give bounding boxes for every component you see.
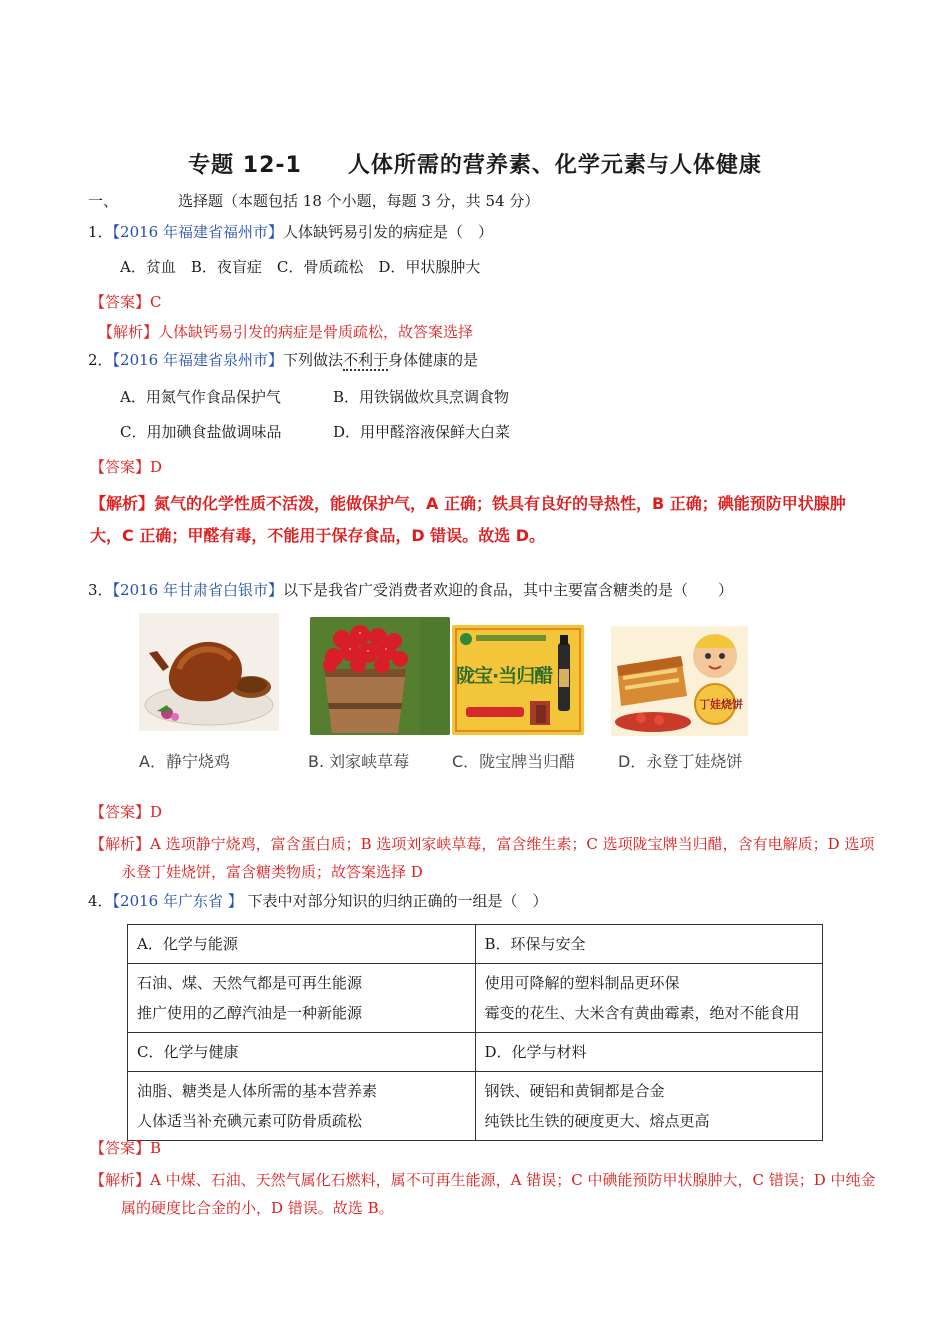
question-stem-before: 下列做法 <box>283 351 344 369</box>
image-caption-a: A．静宁烧鸡 <box>139 752 230 771</box>
table-row <box>128 1072 823 1141</box>
option-a: A．用氮气作食品保护气 <box>120 388 281 406</box>
baked-bread-image <box>611 626 748 736</box>
table-line: 石油、煤、天然气都是可再生能源 <box>137 974 363 992</box>
image-caption-b: B. 刘家峡草莓 <box>308 752 410 771</box>
question-stem: 下表中对部分知识的归纳正确的一组是（ ） <box>247 892 548 910</box>
table-cell-b-head: B．环保与安全 <box>475 925 823 964</box>
knowledge-table <box>127 924 823 1141</box>
page-title: 专题 12-1 人体所需的营养素、化学元素与人体健康 <box>188 153 762 178</box>
image-caption-d: D．永登丁娃烧饼 <box>618 752 743 771</box>
table-line: 人体适当补充碘元素可防骨质疏松 <box>137 1112 363 1130</box>
table-row <box>128 1033 823 1072</box>
vinegar-brand-text: 陇宝·当归醋 <box>456 665 553 687</box>
question-3-answer: 【答案】D <box>90 803 163 821</box>
section-number: 一、 <box>88 192 119 210</box>
table-cell-b-body <box>475 964 823 1033</box>
roast-chicken-image <box>139 613 279 731</box>
table-cell-a-body <box>128 964 476 1033</box>
question-2-answer: 【答案】D <box>90 458 163 476</box>
table-cell-c-head: C．化学与健康 <box>128 1033 476 1072</box>
table-cell-d-body <box>475 1072 823 1141</box>
table-line: 推广使用的乙醇汽油是一种新能源 <box>137 1004 363 1022</box>
question-number: 2． <box>88 351 113 369</box>
table-line: 油脂、糖类是人体所需的基本营养素 <box>137 1082 378 1100</box>
question-4 <box>88 890 548 911</box>
table-cell-c-body <box>128 1072 476 1141</box>
question-number: 1． <box>88 223 113 241</box>
bread-badge-text: 丁娃烧饼 <box>699 698 743 711</box>
table-row <box>128 964 823 1033</box>
option-b: B．用铁锅做炊具烹调食物 <box>333 388 510 406</box>
question-4-answer: 【答案】B <box>90 1139 162 1157</box>
question-1-analysis: 【解析】人体缺钙易引发的病症是骨质疏松，故答案选择 <box>98 323 474 341</box>
question-3-analysis: 【解析】A 选项静宁烧鸡，富含蛋白质；B 选项刘家峡草莓，富含维生素；C 选项陇宝牌当归醋，含有电解质；D 选项永登丁娃烧饼，富含糖类物质；故答案选择 D <box>90 835 875 881</box>
table-row <box>128 925 823 964</box>
question-1-answer: 【答案】C <box>90 293 162 311</box>
section-text: 选择题（本题包括 18 个小题，每题 3 分，共 54 分） <box>178 192 540 210</box>
question-stem-after: 身体健康的是 <box>388 351 479 369</box>
question-1-options: A．贫血 B．夜盲症 C．骨质疏松 D．甲状腺肿大 <box>120 258 481 276</box>
question-stem: 人体缺钙易引发的病症是（ ） <box>283 223 494 241</box>
table-line: 纯铁比生铁的硬度更大、熔点更高 <box>484 1112 710 1130</box>
table-line: 使用可降解的塑料制品更环保 <box>484 974 680 992</box>
question-source: 【2016 年福建省福州市】 <box>112 223 283 241</box>
question-number: 3． <box>88 581 113 599</box>
question-3 <box>88 579 733 600</box>
question-source: 【2016 年广东省 】 <box>112 892 243 910</box>
question-number: 4． <box>88 892 113 910</box>
question-1 <box>88 221 493 242</box>
question-stem: 以下是我省广受消费者欢迎的食品，其中主要富含糖类的是（ ） <box>283 581 734 599</box>
question-stem-emphasis: 不利于 <box>343 351 389 369</box>
table-cell-d-head: D．化学与材料 <box>475 1033 823 1072</box>
vinegar-ad-image <box>452 625 584 735</box>
table-line: 霉变的花生、大米含有黄曲霉素，绝对不能食用 <box>484 1004 800 1022</box>
question-source: 【2016 年甘肃省白银市】 <box>112 581 283 599</box>
table-cell-a-head: A．化学与能源 <box>128 925 476 964</box>
section-header <box>88 190 539 211</box>
option-d: D．用甲醛溶液保鲜大白菜 <box>333 423 511 441</box>
question-2 <box>88 349 478 370</box>
question-source: 【2016 年福建省泉州市】 <box>112 351 283 369</box>
question-2-analysis: 【解析】氮气的化学性质不活泼，能做保护气，A 正确；铁具有良好的导热性，B 正确；碘能预防甲状腺肿大，C 正确；甲醛有毒，不能用于保存食品，D 错误。故选 D。 <box>90 494 846 545</box>
option-c: C．用加碘食盐做调味品 <box>120 423 282 441</box>
table-line: 钢铁、硬铝和黄铜都是合金 <box>484 1082 665 1100</box>
strawberry-bucket-image <box>310 617 450 735</box>
question-4-analysis: 【解析】A 中煤、石油、天然气属化石燃料，属不可再生能源，A 错误；C 中碘能预防甲状腺肿大，C 错误；D 中纯金属的硬度比合金的小，D 错误。故选 B。 <box>90 1171 876 1217</box>
image-caption-c: C．陇宝牌当归醋 <box>452 752 576 771</box>
